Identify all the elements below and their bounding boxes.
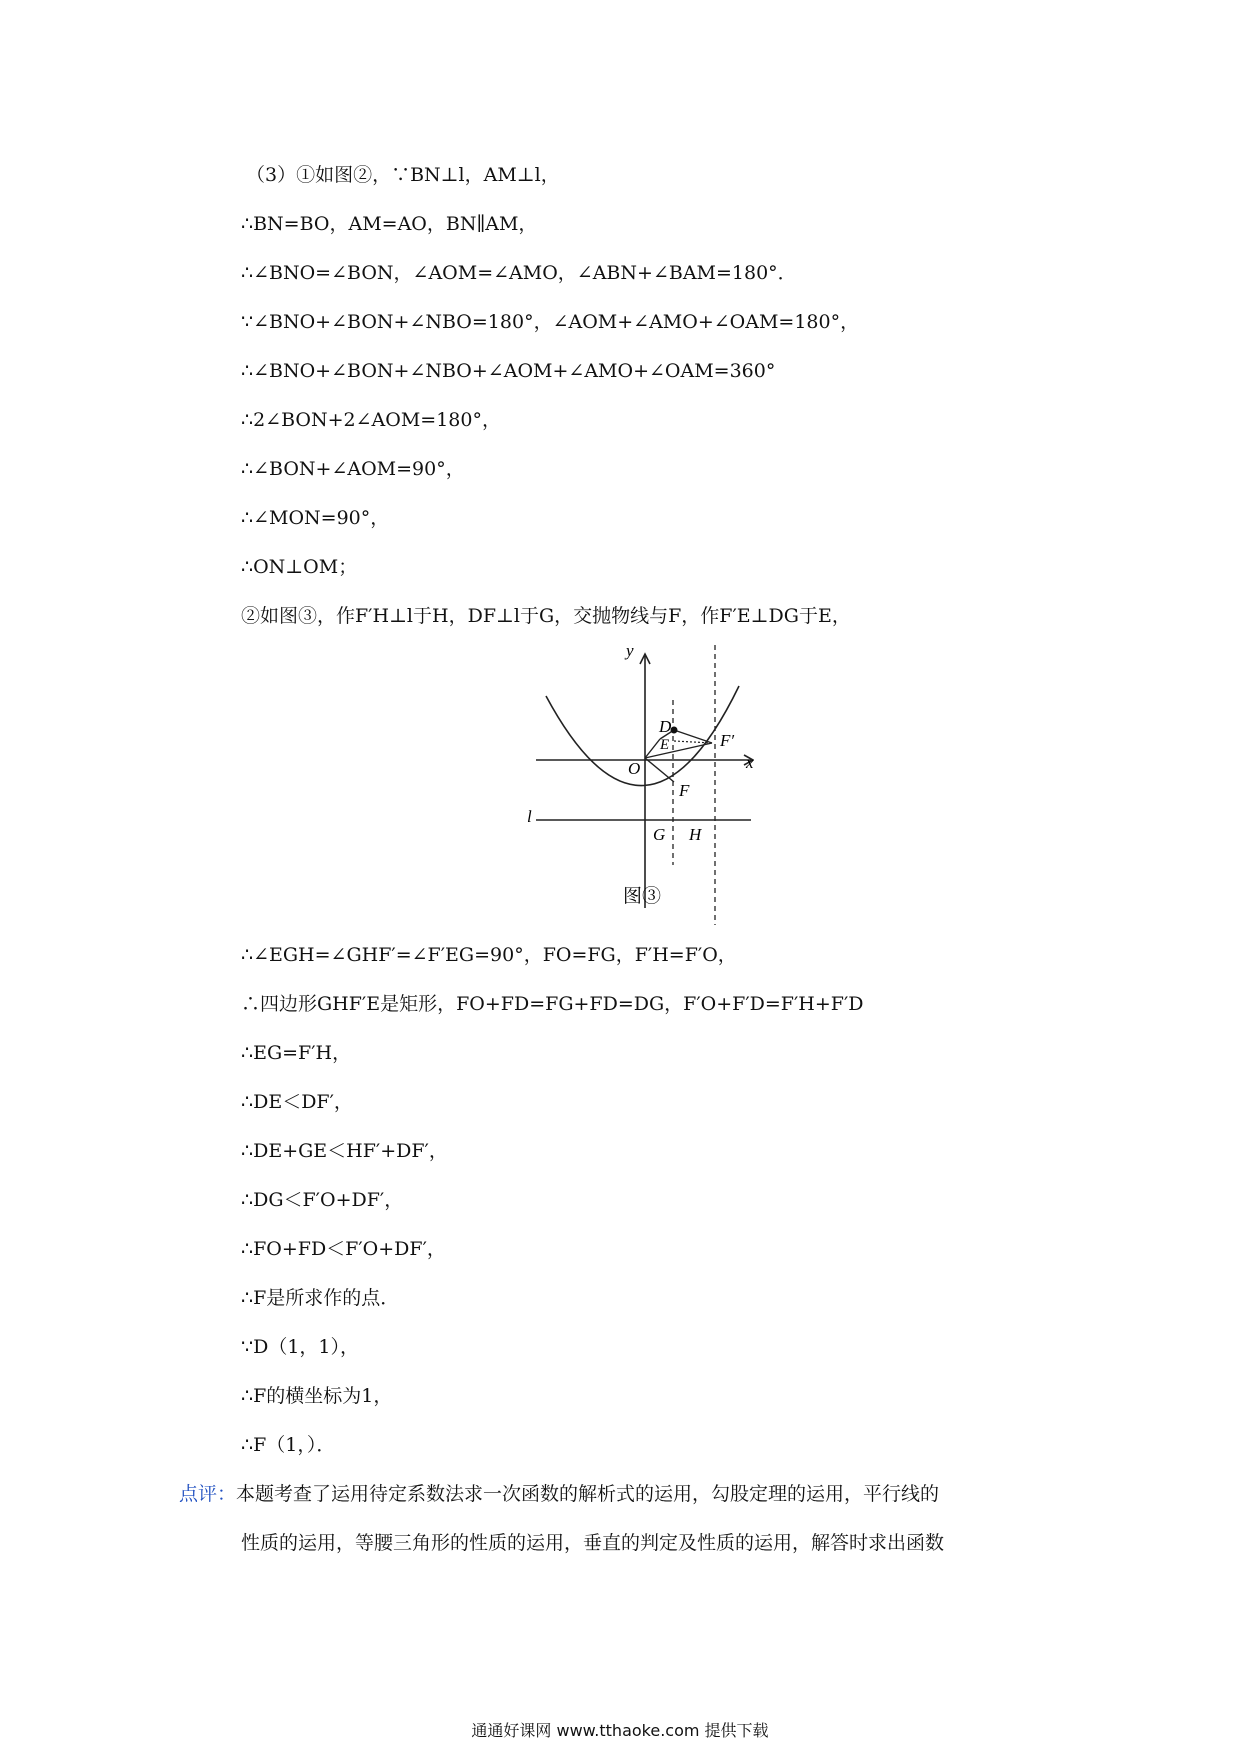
point-d	[671, 727, 678, 734]
text-line-14: ∴DE＜DF′，	[241, 1091, 353, 1113]
label-e: E	[660, 737, 670, 753]
text-line-13: ∴EG=F′H，	[241, 1042, 352, 1064]
text-line-8: ∴∠MON=90°，	[241, 507, 390, 529]
text-line-12: ∴四边形GHF′E是矩形，FO+FD=FG+FD=DG，F′O+F′D=F′H+F′D	[241, 993, 864, 1015]
text-line-4: ∵∠BNO+∠BON+∠NBO=180°，∠AOM+∠AMO+∠OAM=180°，	[241, 311, 860, 333]
text-line-5: ∴∠BNO+∠BON+∠NBO+∠AOM+∠AMO+∠OAM=360°	[241, 360, 776, 382]
parabola-curve	[546, 686, 739, 786]
review-line-1	[179, 1482, 939, 1506]
text-line-18: ∴F是所求作的点．	[241, 1287, 400, 1309]
text-line-6: ∴2∠BON+2∠AOM=180°，	[241, 409, 501, 431]
label-f: F	[679, 781, 690, 800]
text-line-15: ∴DE+GE＜HF′+DF′，	[241, 1140, 448, 1162]
review-text-1: 本题考查了运用待定系数法求一次函数的解析式的运用，勾股定理的运用，平行线的	[236, 1483, 940, 1505]
text-line-11: ∴∠EGH=∠GHF′=∠F′EG=90°，FO=FG，F′H=F′O，	[241, 944, 737, 966]
label-y: y	[626, 641, 634, 660]
text-line-17: ∴FO+FD＜F′O+DF′，	[241, 1238, 446, 1260]
text-line-9: ∴ON⊥OM；	[241, 556, 358, 578]
text-line-19: ∵D（1，1），	[241, 1336, 359, 1358]
label-g: G	[653, 825, 666, 844]
label-h: H	[689, 825, 702, 844]
label-x: x	[746, 753, 754, 772]
page-footer: 通通好课网 www.tthaoke.com 提供下载	[471, 1721, 769, 1740]
text-line-20: ∴F的横坐标为1，	[241, 1385, 393, 1407]
text-line-21: ∴F（1，）．	[241, 1434, 336, 1456]
text-line-2: ∴BN=BO，AM=AO，BN∥AM，	[241, 213, 538, 235]
text-line-16: ∴DG＜F′O+DF′，	[241, 1189, 404, 1211]
segment-of	[645, 758, 674, 782]
text-line-7: ∴∠BON+∠AOM=90°，	[241, 458, 465, 480]
review-label: 点评：	[179, 1483, 237, 1505]
text-line-3: ∴∠BNO=∠BON，∠AOM=∠AMO，∠ABN+∠BAM=180°．	[241, 262, 797, 284]
parabola-figure	[524, 640, 754, 930]
review-line-2: 性质的运用，等腰三角形的性质的运用，垂直的判定及性质的运用，解答时求出函数	[241, 1532, 945, 1554]
label-l: l	[527, 807, 532, 826]
figure-caption: 图③	[623, 886, 662, 907]
label-d: D	[659, 717, 672, 736]
text-line-1: （3）①如图②，∵BN⊥l，AM⊥l，	[246, 164, 560, 186]
text-line-10: ②如图③，作F′H⊥l于H，DF⊥l于G，交抛物线与F，作F′E⊥DG于E，	[241, 605, 851, 627]
label-fprime: F′	[720, 731, 735, 750]
label-o: O	[628, 759, 641, 778]
